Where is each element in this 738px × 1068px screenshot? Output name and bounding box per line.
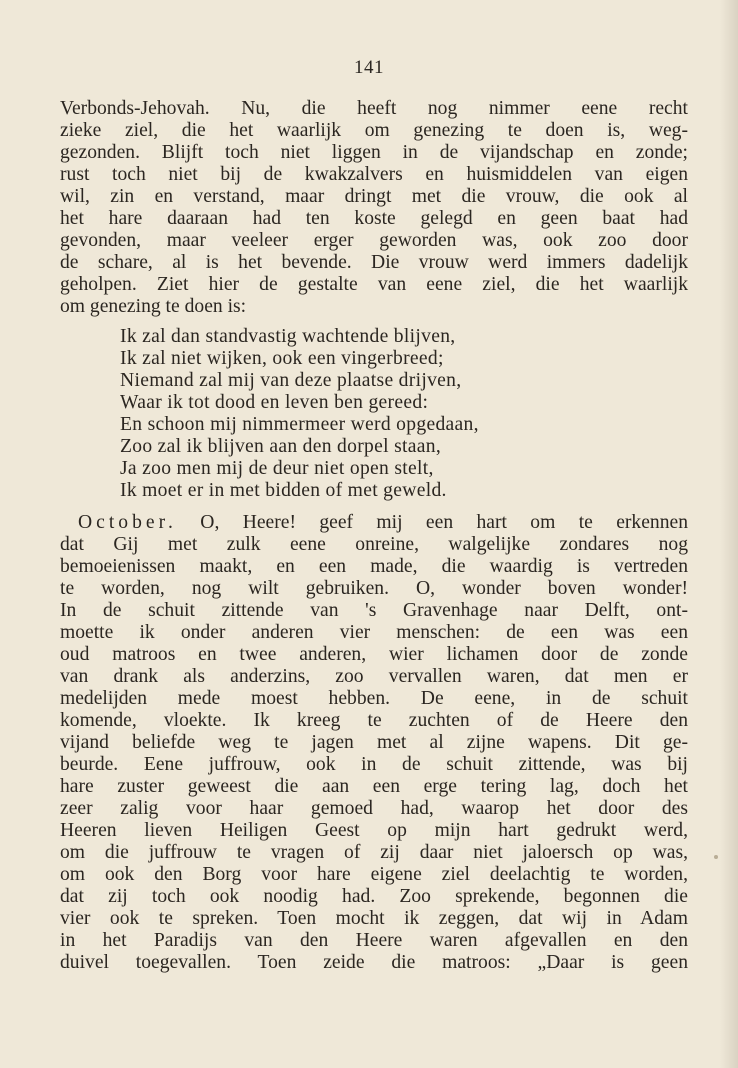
paragraph-line: beurde. Eene juffrouw, ook in de schuit zittende, was bij — [60, 754, 688, 775]
date-heading: October. — [78, 512, 177, 533]
verse-line: Zoo zal ik blijven aan den dorpel staan, — [120, 436, 442, 457]
paper-speck — [714, 855, 718, 859]
paragraph-line: duivel toegevallen. Toen zeide die matroos: „Daar is geen — [60, 952, 688, 973]
paragraph-line: komende, vloekte. Ik kreeg te zuchten of de Heere den — [60, 710, 688, 731]
paragraph-line: In de schuit zittende van 's Gravenhage naar Delft, ont- — [60, 600, 688, 621]
paragraph-line: gevonden, maar veeleer erger geworden was, ook zoo door — [60, 230, 688, 251]
paragraph-line: oud matroos en twee anderen, wier lichamen door de zonde — [60, 644, 688, 665]
paragraph-line: vier ook te spreken. Toen mocht ik zeggen, dat wij in Adam — [60, 908, 688, 929]
paragraph-line: de schare, al is het bevende. Die vrouw werd immers dadelijk — [60, 252, 688, 273]
paragraph-line: gezonden. Blijft toch niet liggen in de vijandschap en zonde; — [60, 142, 688, 163]
paragraph-line: in het Paradijs van den Heere waren afgevallen en den — [60, 930, 688, 951]
paragraph-line: Verbonds-Jehovah. Nu, die heeft nog nimmer eene recht — [60, 98, 688, 119]
paragraph-line: zieke ziel, die het waarlijk om genezing te doen is, weg- — [60, 120, 688, 141]
paragraph-text: O, Heere! geef mij een hart om te erkennen — [176, 512, 688, 533]
page-number: 141 — [354, 57, 384, 78]
verse-line: Niemand zal mij van deze plaatse drijven, — [120, 370, 462, 391]
paragraph-line: wil, zin en verstand, maar dringt met die vrouw, die ook al — [60, 186, 688, 207]
paragraph-line: bemoeienissen maakt, en een made, die waardig is vertreden — [60, 556, 688, 577]
verse-line: Ik moet er in met bidden of met geweld. — [120, 480, 447, 501]
paragraph-line: om ook den Borg voor hare eigene ziel deelachtig te worden, — [60, 864, 688, 885]
paragraph-line: dat Gij met zulk eene onreine, walgelijke zondares nog — [60, 534, 688, 555]
paragraph-line: zeer zalig voor haar gemoed had, waarop het door des — [60, 798, 688, 819]
verse-line: Ja zoo men mij de deur niet open stelt, — [120, 458, 434, 479]
paragraph-line: te worden, nog wilt gebruiken. O, wonder boven wonder! — [60, 578, 688, 599]
paragraph-line: hare zuster geweest die aan een erge tering lag, doch het — [60, 776, 688, 797]
verse-line: Waar ik tot dood en leven ben gereed: — [120, 392, 429, 413]
paragraph-line: geholpen. Ziet hier de gestalte van eene ziel, die het waarlijk — [60, 274, 688, 295]
paragraph-line: om genezing te doen is: — [60, 296, 247, 317]
paragraph-line: rust toch niet bij de kwakzalvers en huismiddelen van eigen — [60, 164, 688, 185]
paragraph-line-first — [78, 512, 688, 534]
page-edge-shadow — [720, 0, 738, 1068]
paragraph-line: om die juffrouw te vragen of zij daar niet jaloersch op was, — [60, 842, 688, 863]
paragraph-line: medelijden mede moest hebben. De eene, in de schuit — [60, 688, 688, 709]
paragraph-line: moette ik onder anderen vier menschen: de een was een — [60, 622, 688, 643]
verse-line: Ik zal dan standvastig wachtende blijven, — [120, 326, 456, 347]
paragraph-line: het hare daaraan had ten koste gelegd en geen baat had — [60, 208, 688, 229]
paragraph-line: van drank als anderzins, zoo vervallen waren, dat men er — [60, 666, 688, 687]
paragraph-line: dat zij toch ook noodig had. Zoo sprekende, begonnen die — [60, 886, 688, 907]
paragraph-line: vijand beliefde weg te jagen met al zijne wapens. Dit ge- — [60, 732, 688, 753]
verse-line: Ik zal niet wijken, ook een vingerbreed; — [120, 348, 444, 369]
verse-line: En schoon mij nimmermeer werd opgedaan, — [120, 414, 479, 435]
paragraph-line: Heeren lieven Heiligen Geest op mijn hart gedrukt werd, — [60, 820, 688, 841]
